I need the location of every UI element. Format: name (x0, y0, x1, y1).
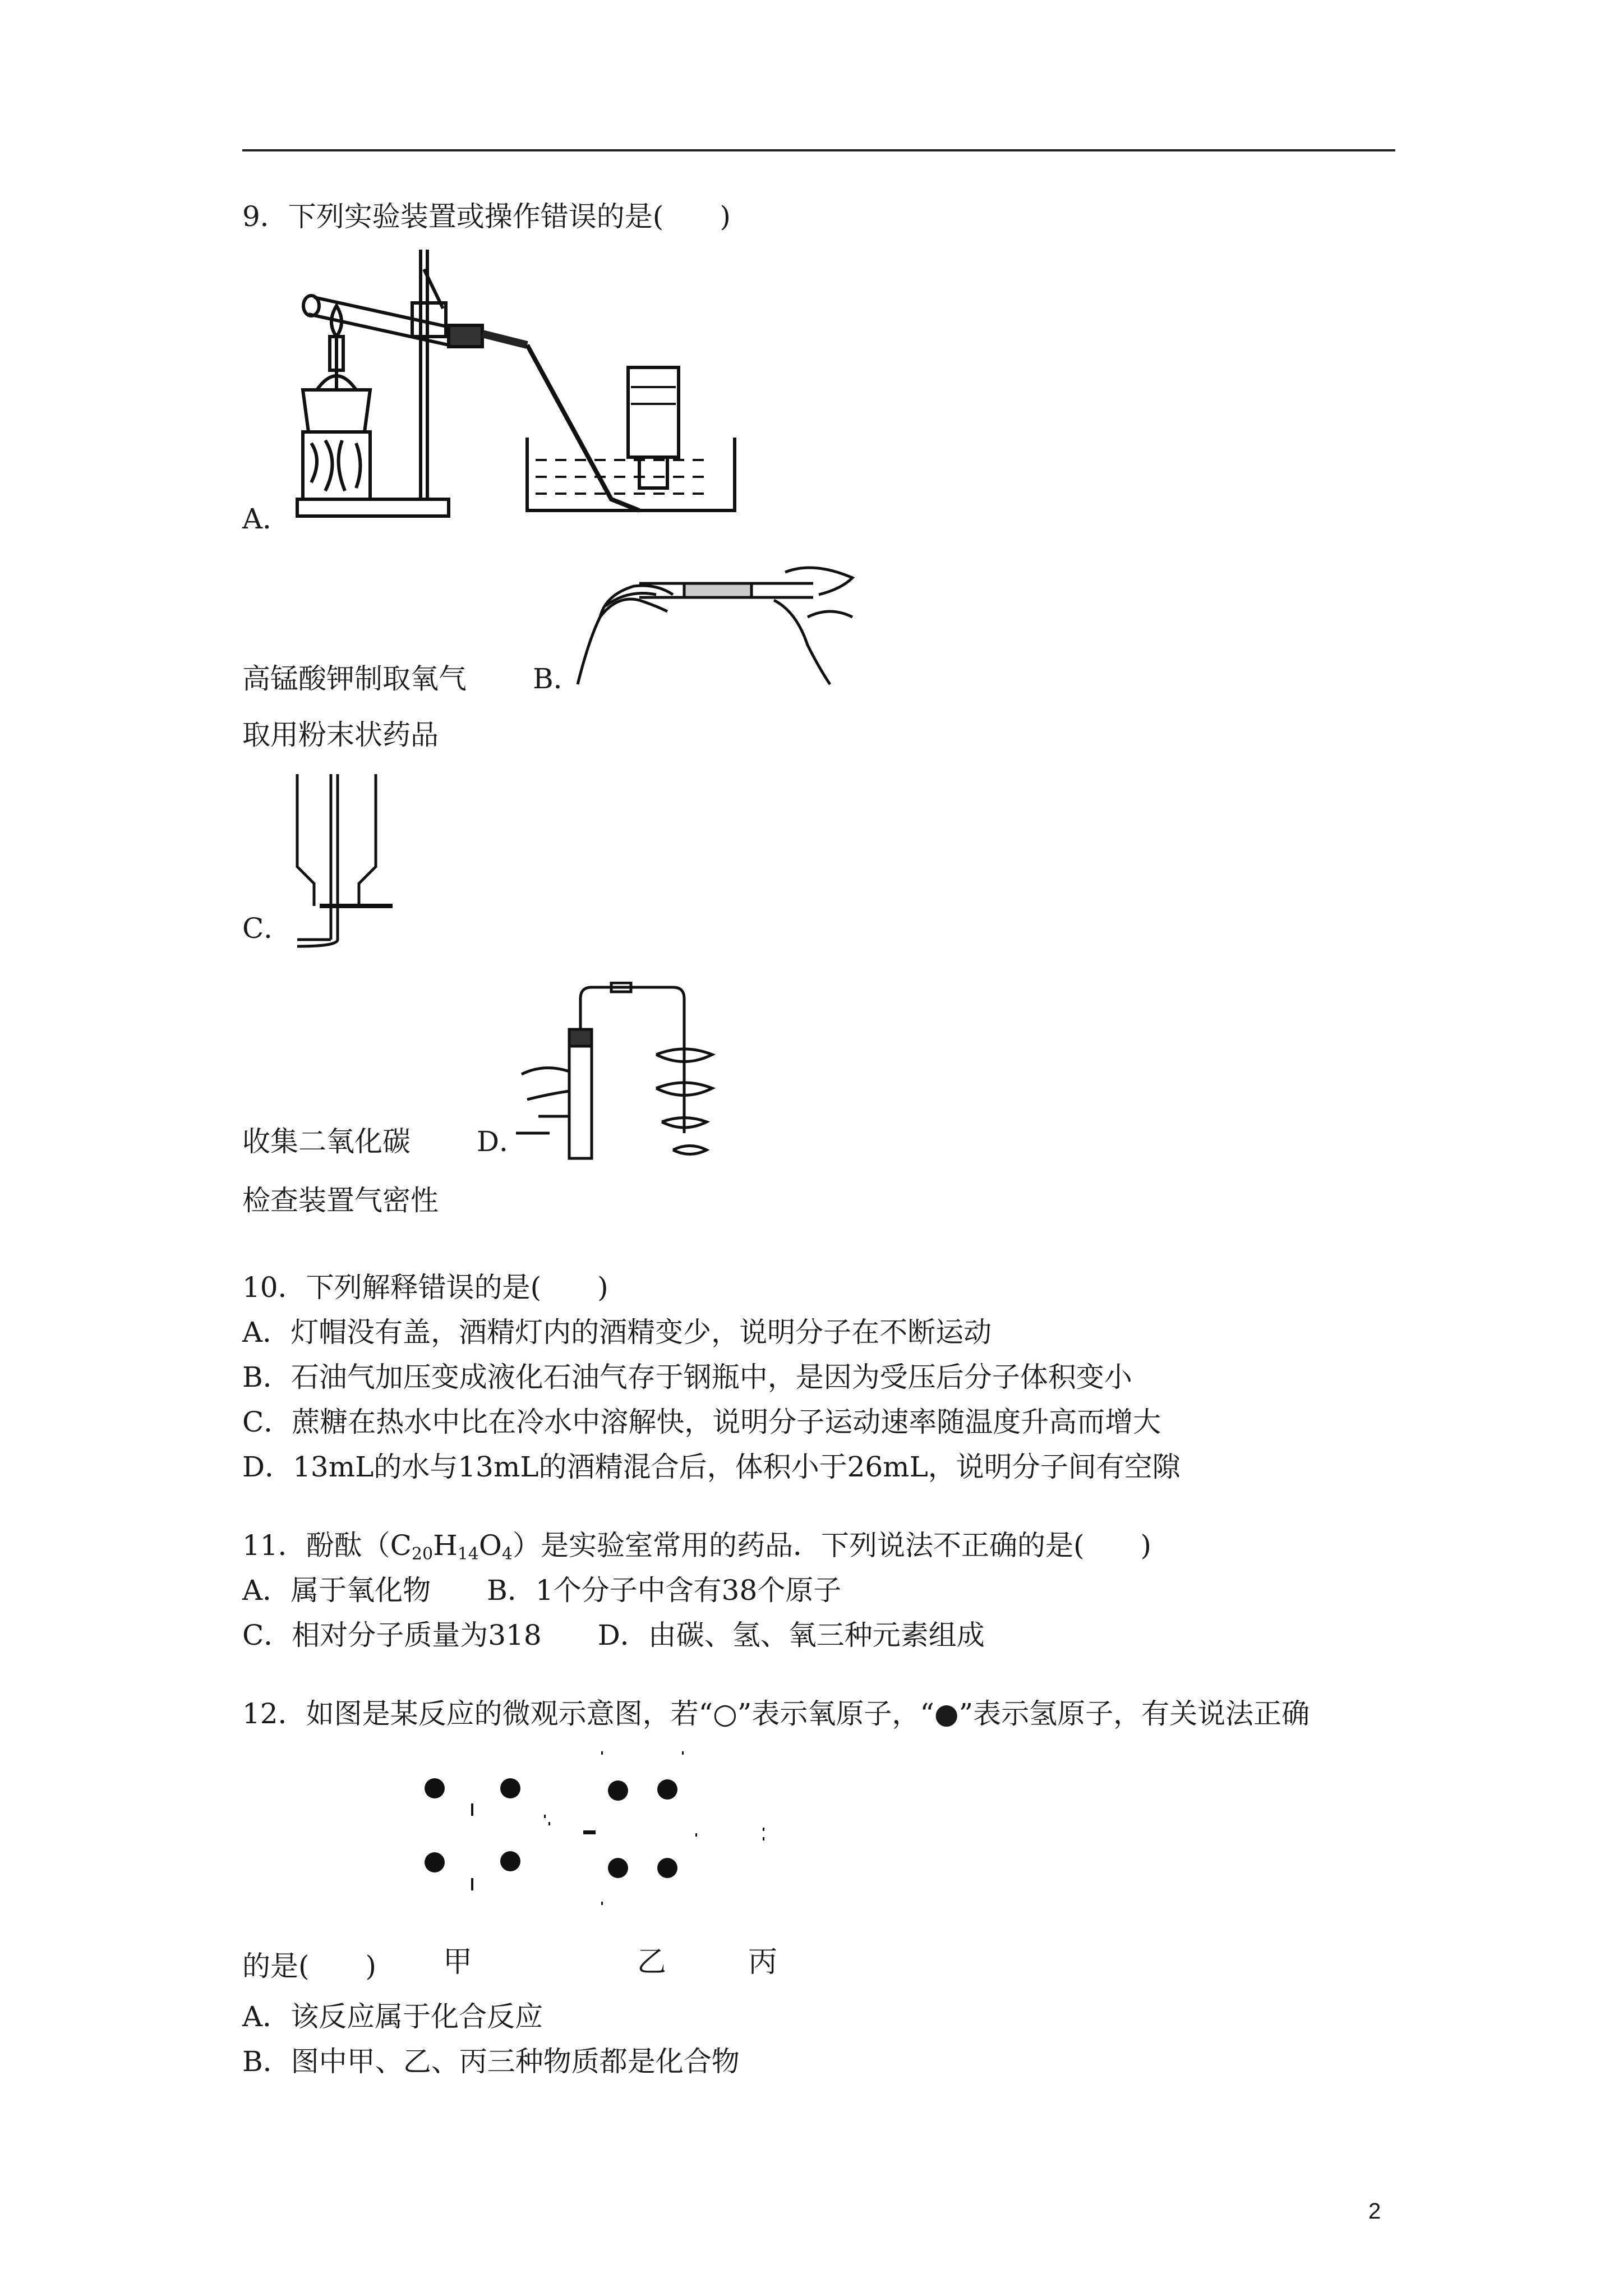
q12-option-b: B．图中甲、乙、丙三种物质都是化合物 (242, 2045, 740, 2078)
q9-figure-b-powder (572, 550, 864, 690)
q12-stem-cont: 的是( ) (242, 1950, 377, 1982)
page-number: 2 (1368, 2199, 1381, 2224)
q9-figure-a-apparatus (292, 247, 751, 527)
q11-options-row2: C．相对分子质量为318 D．由碳、氢、氧三种元素组成 (242, 1619, 985, 1651)
q12-molecule-diagram (415, 1750, 785, 1930)
q12-label-yi: 乙 (637, 1945, 667, 1979)
q10-option-b: B．石油气加压变成液化石油气存于钢瓶中，是因为受压后分子体积变小 (242, 1361, 1132, 1393)
q12-option-a: A．该反应属于化合反应 (242, 2000, 543, 2033)
q10-option-a: A．灯帽没有盖，酒精灯内的酒精变少，说明分子在不断运动 (242, 1316, 992, 1349)
q11-sub-h: 14 (457, 1544, 479, 1564)
q11-stem-post: ）是实验室常用的药品．下列说法不正确的是( ) (512, 1529, 1151, 1562)
q11-sub-c: 20 (411, 1544, 434, 1564)
q10-option-d: D．13mL的水与13mL的酒精混合后，体积小于26mL，说明分子间有空隙 (242, 1451, 1181, 1483)
q9-stem: 9．下列实验装置或操作错误的是( ) (242, 200, 731, 233)
q11-stem-o: O (478, 1529, 502, 1562)
q11-options-row1: A．属于氧化物 B．1个分子中含有38个原子 (242, 1574, 842, 1607)
q10-option-c: C．蔗糖在热水中比在冷水中溶解快，说明分子运动速率随温度升高而增大 (242, 1406, 1161, 1438)
q9-figure-d-airtight (516, 982, 751, 1167)
q12-stem: 12．如图是某反应的微观示意图，若“○”表示氧原子，“●”表示氢原子，有关说法正确 (242, 1697, 1310, 1730)
q9-option-d-label: D． (477, 1125, 528, 1158)
q9-option-d-text: 检查装置气密性 (242, 1184, 439, 1217)
q10-stem: 10．下列解释错误的是( ) (242, 1271, 608, 1304)
q9-option-c-label: C． (242, 912, 292, 945)
q9-option-b-text: 取用粉末状药品 (242, 719, 439, 751)
q9-option-a-label: A． (242, 503, 291, 535)
header-rule (242, 149, 1395, 151)
q11-stem-pre: 11．酚酞（C (242, 1529, 412, 1562)
q11-stem (242, 1529, 1151, 1571)
q11-stem-h: H (433, 1529, 458, 1562)
q9-option-b-label: B． (533, 662, 582, 695)
q11-sub-o: 4 (501, 1544, 513, 1564)
q12-label-bing: 丙 (748, 1945, 778, 1979)
q12-label-jia: 甲 (443, 1945, 473, 1979)
q9-option-a-text: 高锰酸钾制取氧气 (242, 662, 467, 695)
q9-option-c-text: 收集二氧化碳 (242, 1125, 411, 1158)
q9-figure-c-bottle (292, 771, 404, 951)
